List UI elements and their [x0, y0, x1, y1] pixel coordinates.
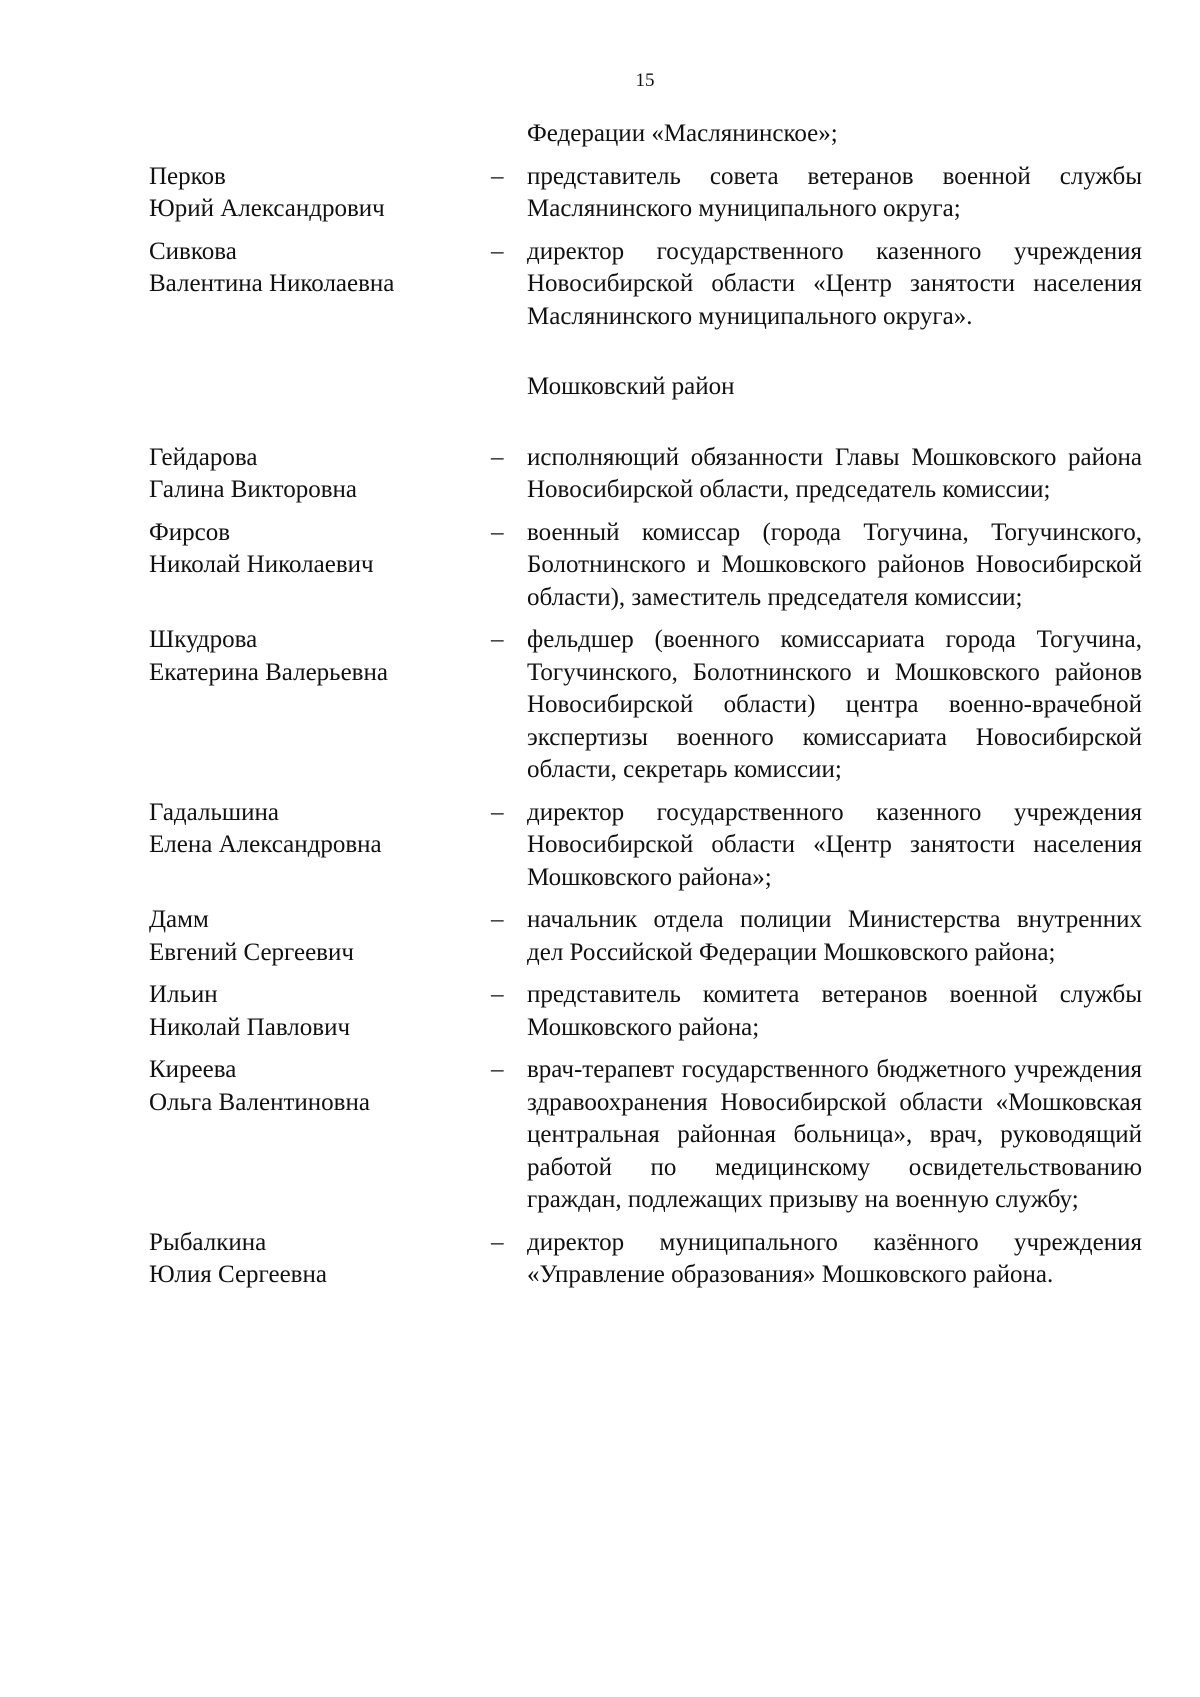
page-number: 15 — [635, 70, 655, 91]
member-surname: Сивкова — [149, 237, 237, 265]
member-name — [149, 236, 489, 334]
member-given-name: Галина Викторовна — [149, 476, 357, 503]
dash-separator: – — [491, 443, 504, 471]
member-given-name: Николай Николаевич — [149, 551, 374, 578]
dash-separator: – — [491, 906, 504, 933]
member-surname: Перков — [149, 162, 226, 190]
dash-separator: – — [491, 798, 504, 826]
member-given-name: Юрий Александрович — [149, 195, 385, 222]
member-surname: Фирсов — [149, 518, 231, 546]
dash-separator: – — [491, 981, 504, 1008]
member-role: директор муниципального казённого учреждения «Управление образования» Мошковского района. — [527, 1228, 1142, 1288]
member-surname: Дамм — [149, 906, 209, 933]
member-entry — [149, 236, 1142, 334]
member-entry — [149, 979, 1142, 1044]
member-surname: Шкудрова — [149, 626, 258, 653]
member-given-name: Евгений Сергеевич — [149, 938, 354, 966]
member-given-name: Елена Александровна — [149, 831, 382, 858]
member-given-name: Валентина Николаевна — [149, 270, 395, 297]
member-surname: Гадальшина — [149, 798, 279, 826]
member-name — [149, 624, 489, 787]
dash-separator: – — [491, 1056, 504, 1083]
member-role: фельдшер (военного комиссариата города Тогучина, Тогучинского, Болотнинского и Мошковского районов Новосибирской области) центра военно-врачебной экспертизы военного комиссариата Новосибирской области, секретарь комиссии; — [527, 626, 1142, 783]
member-name — [149, 442, 489, 507]
member-name — [149, 161, 489, 226]
member-role: исполняющий обязанности Главы Мошковского района Новосибирской области, председатель комиссии; — [527, 443, 1142, 503]
dash-separator: – — [491, 1228, 504, 1256]
continuation-text: Федерации «Маслянинское»; — [527, 120, 838, 147]
member-surname: Ильин — [149, 981, 218, 1008]
member-given-name: Николай Павлович — [149, 1013, 351, 1041]
member-surname: Киреева — [149, 1056, 237, 1083]
member-surname: Рыбалкина — [149, 1228, 267, 1256]
member-role: представитель совета ветеранов военной службы Маслянинского муниципального округа; — [527, 162, 1142, 222]
member-role: военный комиссар (города Тогучина, Тогучинского, Болотнинского и Мошковского районов Новосибирской области), заместитель председателя комиссии; — [527, 518, 1142, 611]
member-given-name: Юлия Сергеевна — [149, 1261, 327, 1288]
member-surname: Гейдарова — [149, 443, 258, 471]
member-role: начальник отдела полиции Министерства внутренних дел Российской Федерации Мошковского района; — [527, 906, 1142, 966]
member-entry — [149, 517, 1142, 615]
member-name — [149, 979, 489, 1044]
member-name — [149, 904, 489, 969]
member-given-name: Екатерина Валерьевна — [149, 658, 388, 686]
dash-separator: – — [491, 162, 504, 190]
section-title: Мошковский район — [527, 373, 735, 400]
dash-separator: – — [491, 237, 504, 265]
member-entry — [149, 1227, 1142, 1292]
member-role: врач-терапевт государственного бюджетного учреждения здравоохранения Новосибирской области «Мошковская центральная районная больница», врач, руководящий работой по медицинскому освидетельствованию граждан, подлежащих призыву на военную службу; — [527, 1056, 1142, 1213]
member-role: директор государственного казенного учреждения Новосибирской области «Центр занятости населения Мошковского района»; — [527, 798, 1142, 891]
member-entry — [149, 161, 1142, 226]
member-entry — [149, 904, 1142, 969]
member-given-name: Ольга Валентиновна — [149, 1088, 370, 1116]
member-name — [149, 797, 489, 895]
member-name — [149, 517, 489, 615]
member-entry — [149, 442, 1142, 507]
dash-separator: – — [491, 518, 504, 546]
member-name — [149, 1227, 489, 1292]
member-role: представитель комитета ветеранов военной службы Мошковского района; — [527, 981, 1142, 1041]
dash-separator: – — [491, 626, 504, 653]
member-entry — [149, 1054, 1142, 1217]
member-name — [149, 1054, 489, 1217]
member-role: директор государственного казенного учреждения Новосибирской области «Центр занятости населения Маслянинского муниципального округа». — [527, 237, 1142, 330]
member-entry — [149, 797, 1142, 895]
member-entry — [149, 624, 1142, 787]
document-body — [149, 118, 1142, 1292]
